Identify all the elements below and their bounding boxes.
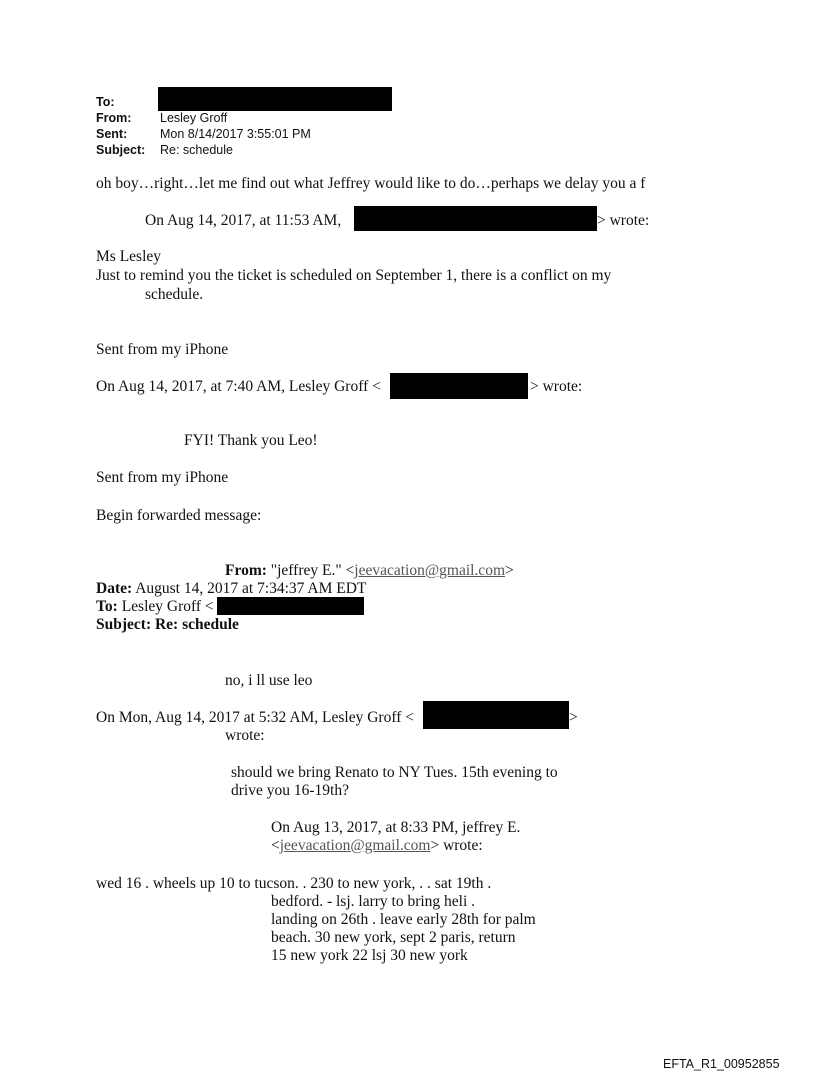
renato-line-1: should we bring Renato to NY Tues. 15th evening to bbox=[231, 764, 558, 781]
fwd-date-label: Date: bbox=[96, 580, 133, 597]
reminder-line-1: Just to remind you the ticket is scheduled on September 1, there is a conflict on my bbox=[96, 267, 612, 284]
schedule-line-2: bedford. - lsj. larry to bring heli . bbox=[271, 893, 476, 910]
begin-forwarded: Begin forwarded message: bbox=[96, 507, 262, 524]
quote1-wrote: > wrote: bbox=[597, 212, 650, 229]
reply-line: oh boy…right…let me find out what Jeffrey would like to do…perhaps we delay you a f bbox=[96, 175, 646, 192]
fwd-subject: Subject: Re: schedule bbox=[96, 616, 239, 633]
to-label: To: bbox=[96, 95, 115, 109]
quote4-open: < bbox=[271, 837, 280, 854]
redaction-box bbox=[423, 701, 569, 729]
fwd-to-label: To: bbox=[96, 598, 118, 615]
redaction-box bbox=[158, 87, 392, 111]
renato-line-2: drive you 16-19th? bbox=[231, 782, 349, 799]
quote3-intro: On Mon, Aug 14, 2017 at 5:32 AM, Lesley Groff < bbox=[96, 709, 415, 726]
quote3-gt: > bbox=[569, 709, 578, 726]
quote4-line-2 bbox=[271, 837, 483, 855]
from-value: Lesley Groff bbox=[160, 111, 228, 125]
reminder-line-2: schedule. bbox=[145, 286, 204, 303]
fwd-from-name: "jeffrey E." < bbox=[270, 562, 355, 579]
sent-label: Sent: bbox=[96, 127, 128, 141]
quote1-intro: On Aug 14, 2017, at 11:53 AM, bbox=[145, 212, 342, 229]
subject-value: Re: schedule bbox=[160, 143, 233, 157]
fwd-from-label: From: bbox=[225, 562, 267, 579]
greeting: Ms Lesley bbox=[96, 248, 162, 265]
fwd-date-line bbox=[96, 580, 366, 598]
redaction-box bbox=[390, 373, 528, 399]
schedule-line-4: beach. 30 new york, sept 2 paris, return bbox=[271, 929, 516, 946]
no-leo-line: no, i ll use leo bbox=[225, 672, 313, 689]
fwd-from-close: > bbox=[505, 562, 514, 579]
quote3-wrote: wrote: bbox=[225, 727, 265, 744]
sent-from-iphone-1: Sent from my iPhone bbox=[96, 341, 229, 358]
redaction-box bbox=[217, 597, 364, 615]
schedule-line-1: wed 16 . wheels up 10 to tucson. . 230 to new york, . . sat 19th . bbox=[96, 875, 492, 892]
schedule-line-5: 15 new york 22 lsj 30 new york bbox=[271, 947, 468, 964]
quote4-email-link[interactable]: jeevacation@gmail.com bbox=[279, 837, 431, 854]
quote4-wrote: > wrote: bbox=[430, 837, 483, 854]
fwd-date-value: August 14, 2017 at 7:34:37 AM EDT bbox=[135, 580, 367, 597]
fyi-line: FYI! Thank you Leo! bbox=[184, 432, 318, 449]
redaction-box bbox=[354, 206, 597, 231]
sent-value: Mon 8/14/2017 3:55:01 PM bbox=[160, 127, 311, 141]
quote2-intro: On Aug 14, 2017, at 7:40 AM, Lesley Groff < bbox=[96, 378, 381, 395]
sent-from-iphone-2: Sent from my iPhone bbox=[96, 469, 229, 486]
fwd-from-line bbox=[225, 562, 514, 580]
document-id: EFTA_R1_00952855 bbox=[663, 1057, 780, 1071]
quote4-line-1: On Aug 13, 2017, at 8:33 PM, jeffrey E. bbox=[271, 819, 521, 836]
fwd-from-email-link[interactable]: jeevacation@gmail.com bbox=[354, 562, 505, 579]
from-label: From: bbox=[96, 111, 132, 125]
subject-label: Subject: bbox=[96, 143, 146, 157]
fwd-to-line bbox=[96, 598, 214, 616]
fwd-to-value: Lesley Groff < bbox=[121, 598, 214, 615]
quote2-wrote: > wrote: bbox=[530, 378, 583, 395]
schedule-line-3: landing on 26th . leave early 28th for palm bbox=[271, 911, 536, 928]
